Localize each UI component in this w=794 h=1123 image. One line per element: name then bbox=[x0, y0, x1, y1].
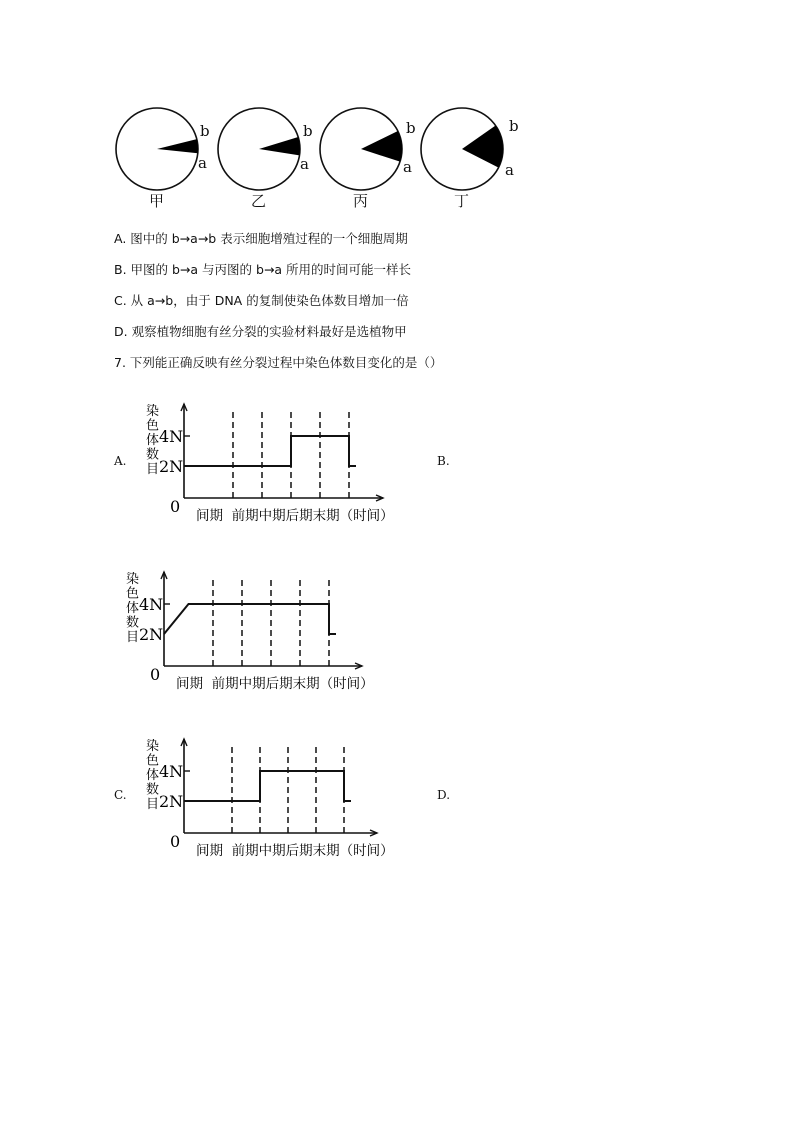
ylabel-char: 目 bbox=[126, 630, 140, 645]
point-b-label: b bbox=[200, 122, 210, 140]
ylabel-char: 色 bbox=[126, 586, 140, 602]
x-axis-label: 间期 前期中期后期末期（时间） bbox=[196, 508, 394, 524]
circle-name: 甲 bbox=[149, 192, 165, 210]
ylabel-char: 数 bbox=[126, 615, 140, 631]
ytick-2n-label: 2N bbox=[159, 792, 184, 811]
option-d-q6: D. 观察植物细胞有丝分裂的实验材料最好是选植物甲 bbox=[114, 324, 407, 339]
x-axis-label: 间期 前期中期后期末期（时间） bbox=[196, 843, 394, 859]
ytick-4n-label: 4N bbox=[139, 595, 164, 614]
ytick-2n-label: 2N bbox=[159, 457, 184, 476]
ylabel-char: 染 bbox=[146, 404, 160, 419]
option-label-d: D. bbox=[437, 788, 451, 802]
origin-label: 0 bbox=[170, 497, 181, 516]
option-label-b: B. bbox=[437, 454, 450, 468]
ytick-4n-label: 4N bbox=[159, 762, 184, 781]
circle-name: 丙 bbox=[353, 192, 369, 210]
point-a-label: a bbox=[300, 155, 309, 173]
chromosome-count-line bbox=[184, 771, 351, 801]
option-b-q6: B. 甲图的 b→a 与丙图的 b→a 所用的时间可能一样长 bbox=[114, 262, 412, 277]
ylabel-char: 数 bbox=[146, 447, 160, 463]
option-label-c: C. bbox=[114, 788, 127, 802]
option-label-a: A. bbox=[114, 454, 127, 468]
ylabel-char: 色 bbox=[146, 753, 160, 769]
circle-name: 乙 bbox=[251, 192, 267, 210]
point-b-label: b bbox=[509, 117, 519, 135]
ylabel-char: 目 bbox=[146, 462, 160, 477]
origin-label: 0 bbox=[170, 832, 181, 851]
x-axis-label: 间期 前期中期后期末期（时间） bbox=[176, 676, 374, 692]
point-a-label: a bbox=[505, 161, 514, 179]
origin-label: 0 bbox=[150, 665, 161, 684]
ylabel-char: 体 bbox=[146, 433, 160, 448]
ylabel-char: 染 bbox=[126, 572, 140, 587]
point-a-label: a bbox=[198, 154, 207, 172]
ylabel-char: 体 bbox=[126, 601, 140, 616]
ylabel-char: 体 bbox=[146, 768, 160, 783]
circle-name: 丁 bbox=[454, 192, 470, 210]
ylabel-char: 数 bbox=[146, 782, 160, 798]
ytick-2n-label: 2N bbox=[139, 625, 164, 644]
ytick-4n-label: 4N bbox=[159, 427, 184, 446]
point-a-label: a bbox=[403, 158, 412, 176]
ylabel-char: 染 bbox=[146, 739, 160, 754]
option-a-q6: A. 图中的 b→a→b 表示细胞增殖过程的一个细胞周期 bbox=[114, 231, 408, 246]
question-7: 7. 下列能正确反映有丝分裂过程中染色体数目变化的是（） bbox=[114, 355, 443, 370]
point-b-label: b bbox=[406, 119, 416, 137]
option-c-q6: C. 从 a→b，由于 DNA 的复制使染色体数目增加一倍 bbox=[114, 293, 409, 308]
ylabel-char: 色 bbox=[146, 418, 160, 434]
ylabel-char: 目 bbox=[146, 797, 160, 812]
point-b-label: b bbox=[303, 122, 313, 140]
